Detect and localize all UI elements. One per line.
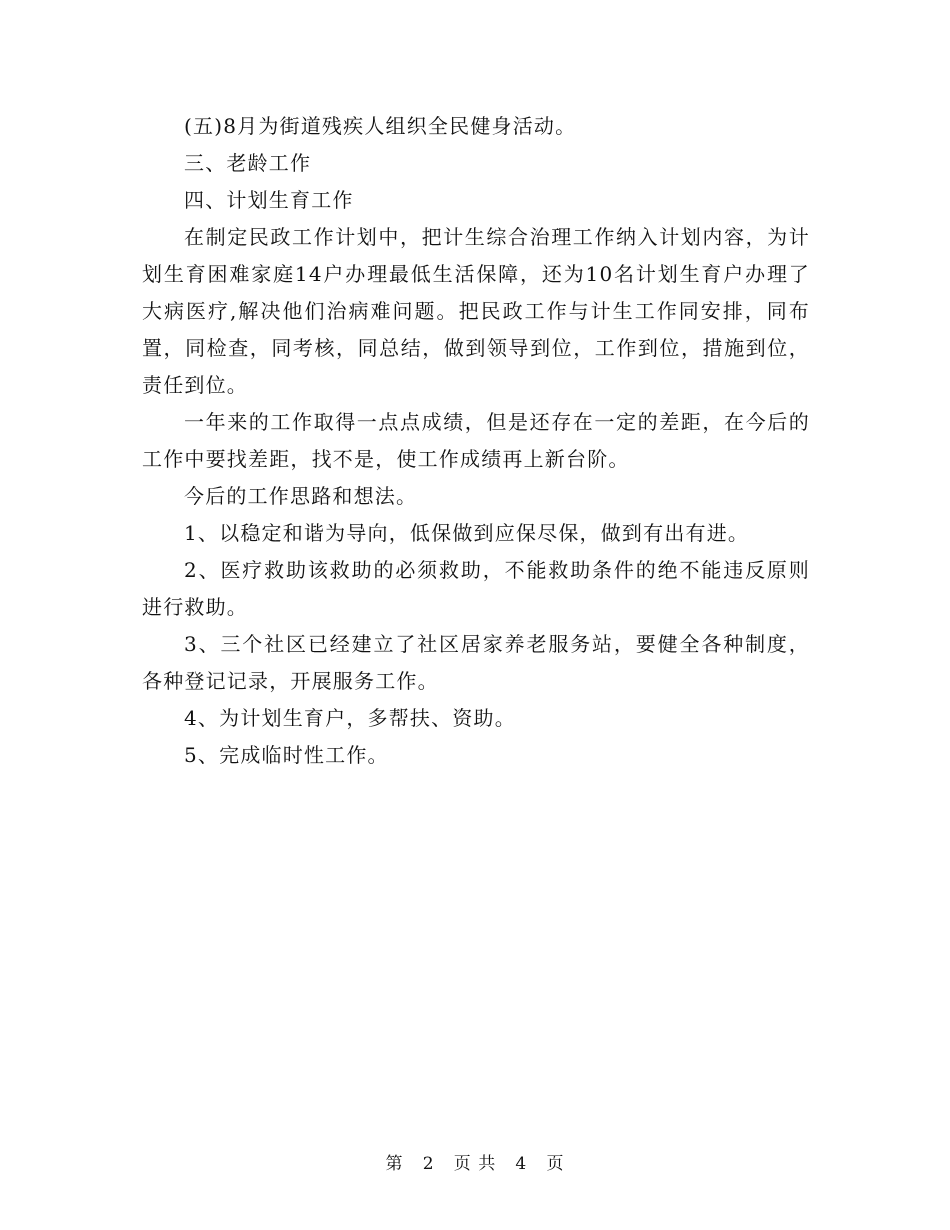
list-item-4: 4、为计划生育户，多帮扶、资助。 (184, 706, 516, 730)
heading-elderly-work: 三、老龄工作 (184, 151, 312, 175)
list-item-1: 1、以稳定和谐为导向，低保做到应保尽保，做到有出有进。 (184, 521, 750, 545)
list-item-5: 5、完成临时性工作。 (184, 743, 389, 767)
paragraph-future-ideas-heading: 今后的工作思路和想法。 (184, 484, 418, 508)
footer-total-pages: 4 (515, 1154, 528, 1174)
footer-current-page: 2 (422, 1154, 435, 1174)
footer-suffix: 页 (546, 1154, 565, 1174)
list-item-3: 3、三个社区已经建立了社区居家养老服务站，要健全各种制度，各种登记记录，开展服务工作。 (142, 632, 810, 693)
paragraph-year-summary: 一年来的工作取得一点点成绩，但是还存在一定的差距，在今后的工作中要找差距，找不是，使工作成绩再上新台阶。 (142, 410, 810, 471)
footer-prefix: 第 (385, 1154, 404, 1174)
document-body (142, 108, 810, 774)
heading-family-planning: 四、计划生育工作 (184, 188, 354, 212)
footer-middle: 页 共 (453, 1154, 497, 1174)
paragraph-fitness-activity: (五)8月为街道残疾人组织全民健身活动。 (184, 114, 577, 138)
paragraph-family-planning-details: 在制定民政工作计划中，把计生综合治理工作纳入计划内容，为计划生育困难家庭14户办理最低生活保障，还为10名计划生育户办理了大病医疗,解决他们治病难问题。把民政工作与计生工作同安排，同布置，同检查，同考核，同总结，做到领导到位，工作到位，措施到位，责任到位。 (142, 225, 810, 397)
page-footer (0, 1152, 950, 1176)
list-item-2: 2、医疗救助该救助的必须救助，不能救助条件的绝不能违反原则进行救助。 (142, 558, 810, 619)
